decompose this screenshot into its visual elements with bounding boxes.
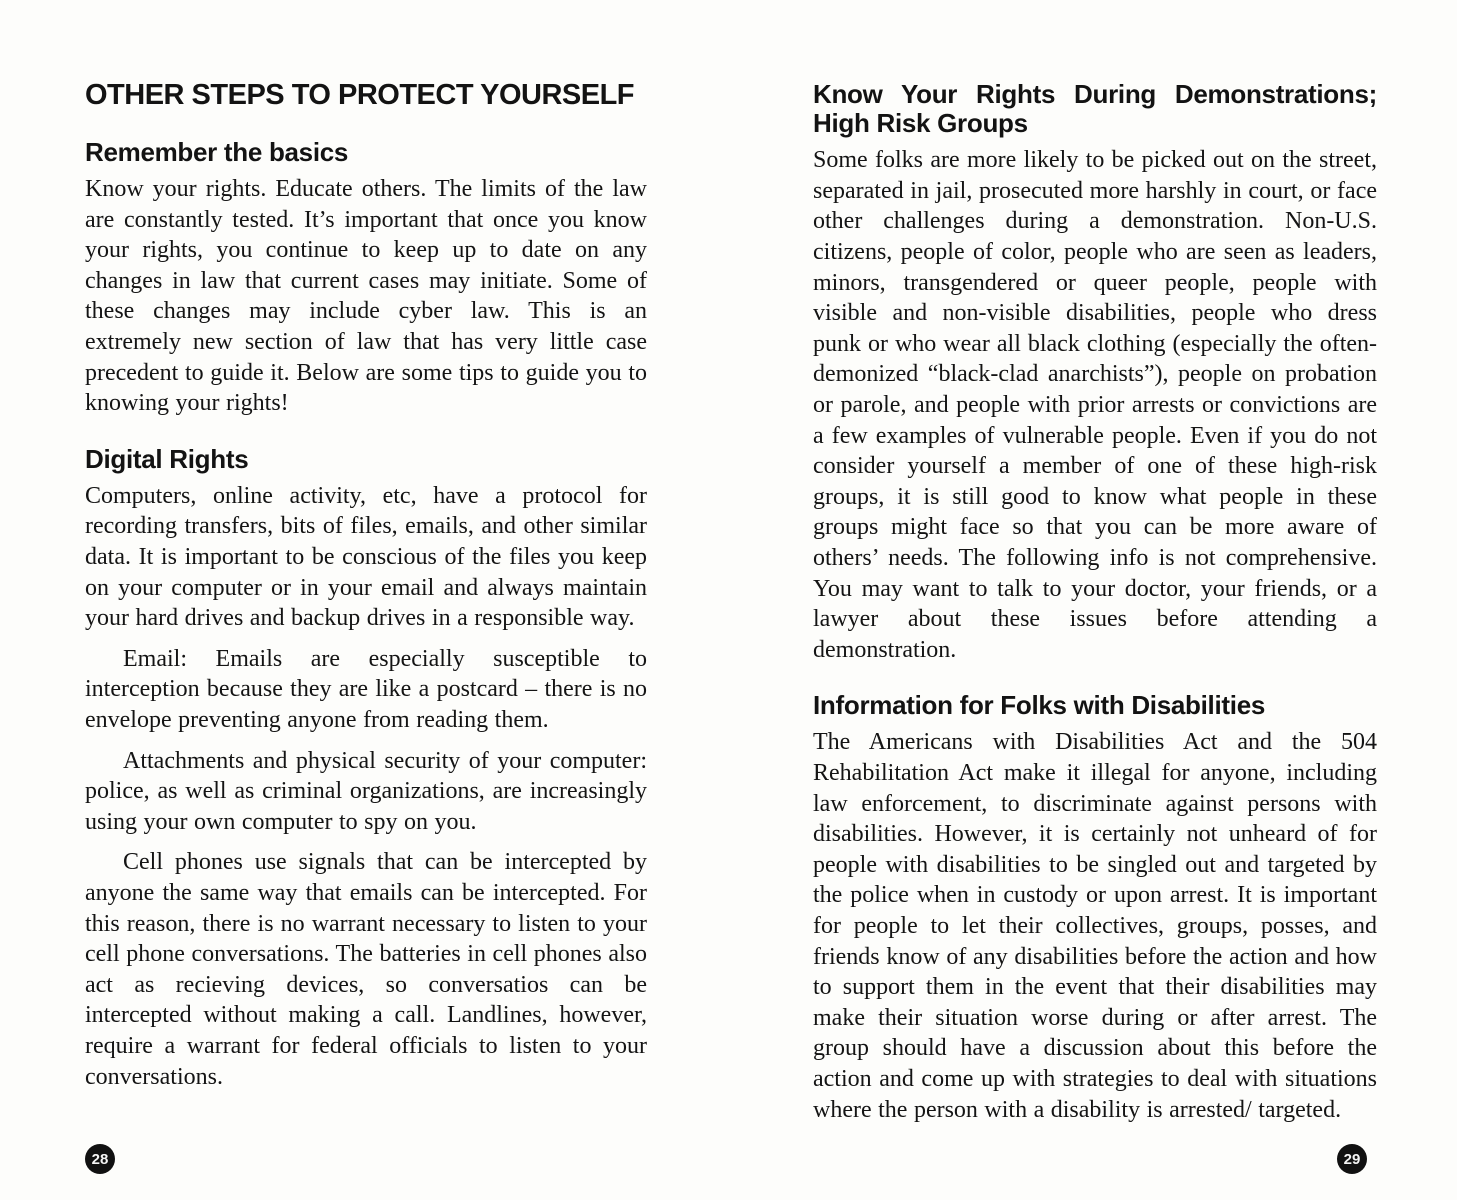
paragraph: Email: Emails are especially susceptible to interception because they are like a postcard – there is no envelope preventing anyone from reading them. bbox=[85, 645, 647, 734]
section-folks-with-disabilities bbox=[813, 691, 1377, 1125]
section-digital-rights bbox=[85, 445, 647, 1092]
paragraph: Cell phones use signals that can be intercepted by anyone the same way that emails can be intercepted. For this reason, there is no warrant necessary to listen to your cell phone conversations. The batteries in cell phones also act as recieving devices, so conversatios can be intercepted without making a call. Landlines, however, require a warrant for federal officials to listen to your conversations. bbox=[85, 849, 647, 1090]
paragraph: The Americans with Disabilities Act and the 504 Rehabilitation Act make it illegal for anyone, including law enforcement, to discriminate against persons with disabilities. However, it is certainly not unheard of for people with disabilities to be singled out and targeted by the police when in custody or upon arrest. It is important for people to let their collectives, groups, posses, and friends know of any disabilities before the action and how to support them in the event that their disabilities may make their situation worse during or after arrest. The group should have a discussion about this before the action and come up with strategies to deal with situations where the person with a disability is arrested/ targeted. bbox=[813, 729, 1377, 1123]
section-heading: Remember the basics bbox=[85, 136, 349, 167]
page-right bbox=[813, 80, 1377, 1125]
page-title: OTHER STEPS TO PROTECT YOURSELF bbox=[85, 79, 634, 111]
section-remember-the-basics bbox=[85, 138, 647, 419]
page-number-badge-left: 28 bbox=[85, 1144, 115, 1174]
paragraph: Know your rights. Educate others. The limits of the law are constantly tested. It’s important that once you know your rights, you continue to keep up to date on any changes in law that current cases may initiate. Some of these changes may include cyber law. This is an extremely new section of law that has very little case precedent to guide it. Below are some tips to guide you to knowing your rights! bbox=[85, 176, 647, 417]
section-heading: Information for Folks with Disabilities bbox=[813, 690, 1266, 721]
section-heading-line-1: Know Your Rights During Demonstrations; bbox=[813, 79, 1377, 109]
section-high-risk-groups bbox=[813, 80, 1377, 665]
section-heading-line-2: High Risk Groups bbox=[813, 108, 1028, 139]
paragraph: Some folks are more likely to be picked out on the street, separated in jail, prosecuted more harshly in court, or face other challenges during a demonstration. Non-U.S. citizens, people of color, people who are seen as leaders, minors, transgendered or queer people, people with visible and non-visible disabilities, people who dress punk or who wear all black clothing (especially the often-demonized “black-clad anarchists”), people on probation or parole, and people with prior arrests or convictions are a few examples of vulnerable people. Even if you do not consider yourself a member of one of these high-risk groups, it is still good to know what people in these groups might face so that you can be more aware of others’ needs. The following info is not comprehensive. You may want to talk to your doctor, your friends, or a lawyer about these issues before attending a demonstration. bbox=[813, 147, 1377, 663]
section-heading bbox=[813, 80, 1377, 138]
paragraph: Attachments and physical security of your computer: police, as well as criminal organizations, are increasingly using your own computer to spy on you. bbox=[85, 747, 647, 835]
page-left bbox=[85, 80, 647, 1092]
paragraph: Computers, online activity, etc, have a protocol for recording transfers, bits of files, emails, and other similar data. It is important to be conscious of the files you keep on your computer or in your email and always maintain your hard drives and backup drives in a responsible way. bbox=[85, 482, 647, 632]
page-number-badge-right: 29 bbox=[1337, 1144, 1367, 1174]
section-heading: Digital Rights bbox=[85, 443, 249, 474]
